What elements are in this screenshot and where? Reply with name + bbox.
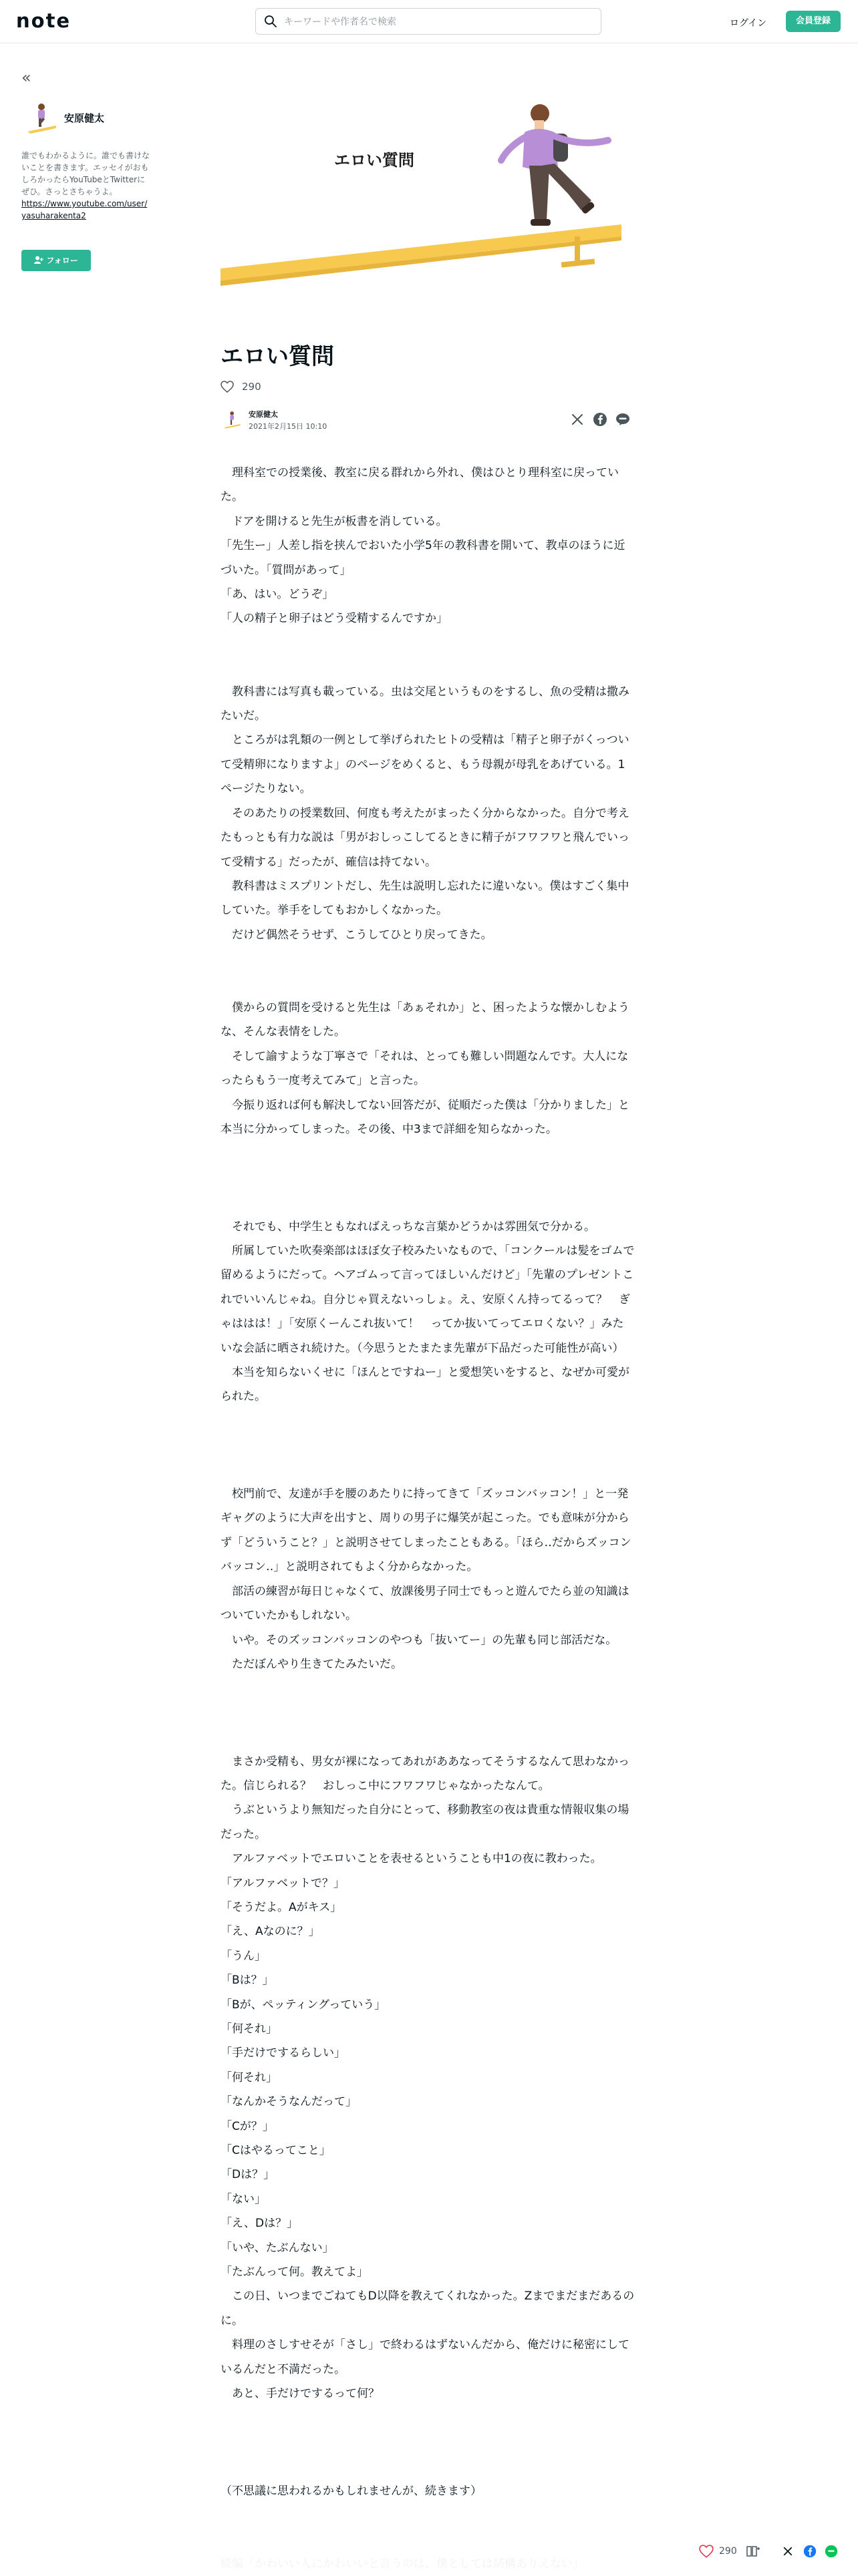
article-paragraph: 本当を知らないくせに「ほんとですねー」と愛想笑いをすると、なぜか可愛がられた。 (221, 1366, 629, 1404)
note-logo[interactable]: note (16, 9, 72, 32)
article-paragraph: 「Dは？」 (221, 2168, 275, 2182)
article-paragraph (221, 972, 635, 996)
article-paragraph: この日、いつまでごねてもD以降を教えてくれなかった。Zまでまだまだあるのに。 (221, 2289, 635, 2328)
article-paragraph: 料理のさしすせそが「さし」で終わるはずないんだから、俺だけに秘密にしているんだと不満だった。 (221, 2338, 629, 2376)
article-paragraph (221, 1458, 635, 1482)
article-paragraph (221, 655, 635, 679)
article-paragraph: 「何それ」 (221, 2022, 277, 2036)
hero-illustration (221, 94, 621, 294)
x-icon[interactable] (569, 411, 585, 427)
article-paragraph (221, 2430, 635, 2454)
article-paragraph: アルファベットでエロいことを表せるということも中1の夜に教わった。 (221, 1852, 602, 1866)
like-row (221, 379, 261, 394)
article-paragraph: そのあたりの授業数回、何度も考えたがまったく分からなかった。自分で考えたもっとも有力な説は「男がおしっこしてるときに精子がフワフワと飛んでいって受精する」だったが、確信は持てない。 (221, 806, 629, 869)
article-body (221, 461, 635, 2576)
article-paragraph: 「うん」 (221, 1949, 266, 1963)
article-paragraph: 「手だけでするらしい」 (221, 2046, 345, 2060)
article-paragraph (221, 2503, 635, 2527)
article-paragraph: 「Cはやるってこと」 (221, 2144, 331, 2158)
article-paragraph (221, 1409, 635, 1433)
article-paragraph: 今振り返れば何も解決してない回答だが、従順だった僕は「分かりました」と本当に分かってしまった。その後、中3まで詳細を知らなかった。 (221, 1098, 629, 1136)
article-paragraph: 「アルファベットで？」 (221, 1876, 345, 1890)
bottom-action-bar (0, 2529, 858, 2573)
article-paragraph: 校門前で、友達が手を腰のあたりに持ってきて「ズッコンバッコン！」と一発ギャグのように大声を出すと、周りの男子に爆笑が起こった。でも意味が分からず「どういうこと？」と説明させてしまったこともある。「ほら‥だからズッコンバッコン‥」と説明されてもよく分からなかった。 (221, 1487, 631, 1574)
like-count: 290 (242, 381, 261, 393)
avatar-illustration (221, 409, 242, 430)
article-paragraph: 教科書はミスプリントだし、先生は説明し忘れたに違いない。僕はすごく集中していた。挙手をしてもおかしくなかった。 (221, 879, 629, 918)
article-paragraph: 「あ、はい。どうぞ」 (221, 588, 334, 602)
article-paragraph: 「たぶんって何。教えてよ」 (221, 2265, 368, 2279)
article-paragraph: 所属していた吹奏楽部はほぼ女子校みたいなもので、「コンクールは髪をゴムで留めるようにだって。ヘアゴムって言ってほしいんだけど」「先輩のプレゼントこれでいいんじゃね。自分じゃ買えないっしょ。え、安原くん持ってるって？ ぎゃははは！」「安原くーんこれ抜いて！ ってか抜いてってエロくない？」みたいな会話に晒され続けた。（今思うとたまたま先輩が下品だった可能性が高い） (221, 1244, 635, 1355)
article-paragraph: 「え、Aなのに？」 (221, 1925, 320, 1939)
avatar[interactable] (21, 99, 59, 136)
login-link[interactable]: ログイン (730, 18, 767, 29)
footer-like-count: 290 (719, 2546, 737, 2557)
article-paragraph (221, 2406, 635, 2430)
article-paragraph: ただぼんやり生きてたみたいだ。 (221, 1657, 402, 1671)
creator-bio (21, 150, 150, 222)
article-paragraph (221, 1676, 635, 1700)
hero-title: エロい質問 (334, 151, 414, 170)
article-paragraph: ところがは乳類の一例として挙げられたヒトの受精は「精子と卵子がくっついて受精卵になりますよ」のページをめくると、もう母親が母乳をあげている。1ページたりない。 (221, 733, 629, 796)
article-paragraph: だけど偶然そうせず、こうしてひとり戻ってきた。 (221, 928, 492, 942)
article-paragraph (221, 1166, 635, 1190)
author-row (221, 403, 632, 435)
article-paragraph: まさか受精も、男女が裸になってあれがああなってそうするなんて思わなかった。信じられる？ おしっこ中にフワフワじゃなかったなんて。 (221, 1755, 629, 1793)
creator-name[interactable]: 安原健太 (64, 112, 105, 124)
article-paragraph: 「人の精子と卵子はどう受精するんですか」 (221, 612, 448, 626)
article-paragraph: 僕からの質問を受けると先生は「あぁそれか」と、困ったような懐かしむような、そんな表情をした。 (221, 1000, 629, 1039)
article-paragraph: いや。そのズッコンバッコンのやつも「抜いてー」の先輩も同じ部活だな。 (221, 1633, 617, 1647)
article-paragraph: ドアを開けると先生が板書を消している。 (221, 514, 448, 528)
creator-youtube-link[interactable]: https://www.youtube.com/user/yasuharakenta2 (21, 199, 148, 220)
signup-button[interactable]: 会員登録 (786, 11, 841, 32)
author-avatar[interactable] (221, 409, 242, 430)
article-paragraph (221, 947, 635, 971)
article-title: エロい質問 (221, 343, 334, 370)
article-paragraph: そして諭すような丁寧さで「それは、とっても難しい問題なんです。大人になったらもう一度考えてみて」と言った。 (221, 1049, 629, 1088)
author-name[interactable]: 安原健太 (249, 410, 278, 419)
article-paragraph: 「そうだよ。Aがキス」 (221, 1900, 342, 1914)
publish-date: 2021年2月15日 10:10 (249, 422, 327, 431)
article-paragraph: それでも、中学生ともなればえっちな言葉かどうかは雰囲気で分かる。 (221, 1220, 595, 1234)
article-paragraph: 「先生ー」人差し指を挟んでおいた小学5年の教科書を開いて、教卓のほうに近づいた。「質問があって」 (221, 539, 625, 577)
article-paragraph: 「ない」 (221, 2192, 266, 2206)
follow-button[interactable] (21, 250, 91, 271)
follow-label: フォロー (46, 256, 78, 265)
avatar-illustration (21, 99, 59, 136)
article-paragraph (221, 631, 635, 655)
article-paragraph (221, 1433, 635, 1457)
article-paragraph (221, 1190, 635, 1214)
magazine-icon[interactable] (746, 2545, 760, 2558)
heart-icon[interactable] (221, 381, 234, 393)
x-icon[interactable] (782, 2545, 794, 2557)
double-chevron-left-icon[interactable]: « (21, 68, 31, 87)
article-paragraph: 「え、Dは？」 (221, 2217, 299, 2231)
facebook-icon[interactable] (592, 411, 608, 427)
article-paragraph: 理科室での授業後、教室に戻る群れから外れ、僕はひとり理科室に戻っていた。 (221, 466, 619, 504)
heart-icon[interactable] (699, 2545, 714, 2558)
facebook-icon[interactable] (803, 2545, 817, 2558)
hero-image (221, 94, 621, 294)
article-paragraph (221, 1701, 635, 1725)
article-paragraph: 「なんかそうなんだって」 (221, 2095, 357, 2109)
search-icon (264, 15, 277, 28)
article-paragraph: 「何それ」 (221, 2070, 277, 2084)
search-input[interactable] (283, 13, 593, 31)
article-paragraph: （不思議に思われるかもしれませんが、続きます） (221, 2484, 482, 2498)
line-icon[interactable] (615, 411, 631, 427)
article-paragraph: うぶというより無知だった自分にとって、移動教室の夜は貴重な情報収集の場だった。 (221, 1803, 629, 1841)
article-paragraph: 「いや、たぶんない」 (221, 2241, 334, 2255)
article-paragraph: あと、手だけでするって何？ (221, 2387, 380, 2401)
creator-bio-text: 誰でもわかるように。誰でも書けないことを書きます。エッセイがおもしろかったらYouTubeとTwitterにぜひ。さっとさちゃうよ。 (21, 151, 150, 196)
article-paragraph: 部活の練習が毎日じゃなくて、放課後男子同士でもっと遊んでたら並の知識はついていたかもしれない。 (221, 1584, 629, 1623)
article-paragraph (221, 1141, 635, 1165)
article-paragraph: 「Bは？」 (221, 1974, 274, 1988)
article-paragraph: 教科書には写真も載っている。虫は交尾というものをするし、魚の受精は撒みたいだ。 (221, 685, 629, 723)
article-paragraph (221, 2454, 635, 2478)
search-box[interactable] (255, 8, 601, 35)
article-paragraph: 「Cが？」 (221, 2119, 274, 2133)
article-paragraph (221, 1725, 635, 1749)
user-plus-icon (34, 256, 43, 264)
article-paragraph: 「Bが、ペッティングっていう」 (221, 1998, 386, 2012)
line-icon[interactable] (825, 2545, 838, 2558)
global-header (0, 0, 858, 43)
